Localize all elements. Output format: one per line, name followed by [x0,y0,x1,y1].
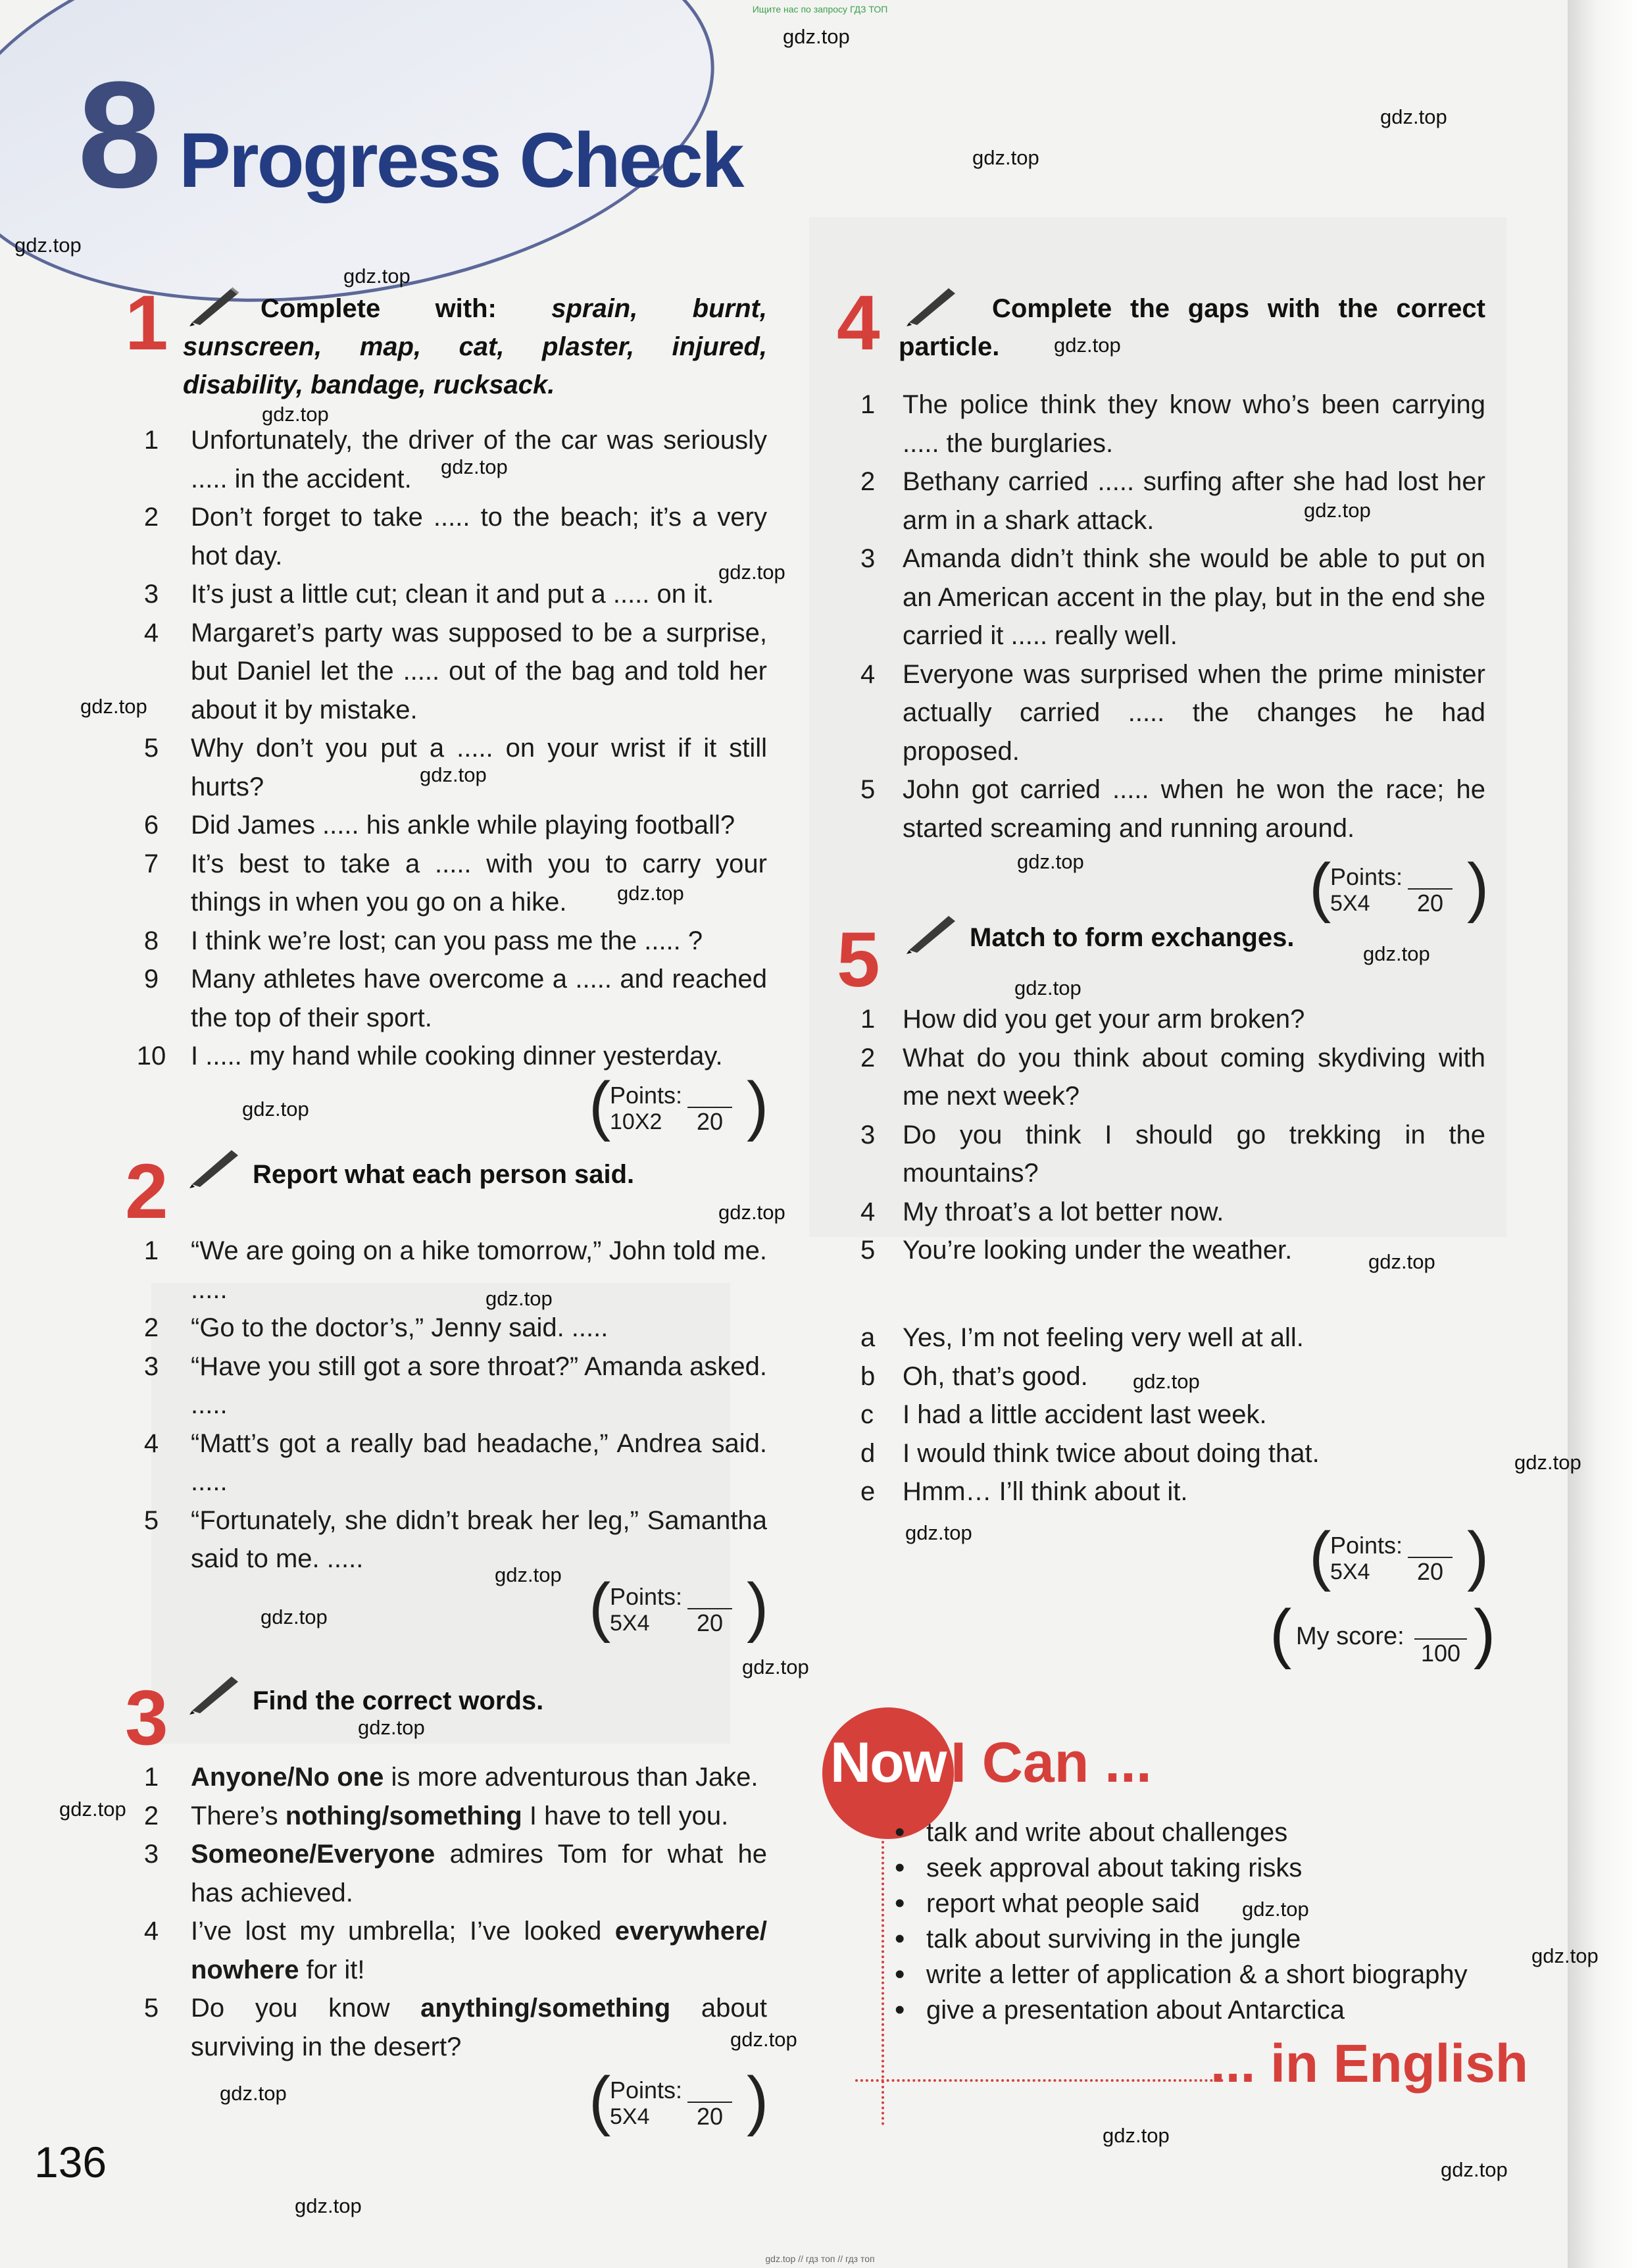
watermark: gdz.top [905,1521,972,1544]
watermark: gdz.top [1531,1944,1599,1967]
paren-left: ( [589,2063,611,2137]
exercise-instruction: Report what each person said. [253,1160,635,1189]
list-item: 3 “Have you still got a sore throat?” Amanda asked. ..... [143,1351,768,1419]
list-item: 4 I’ve lost my umbrella; I’ve looked everywhere/ nowhere for it! [143,1917,767,1984]
paren-left: ( [1270,1596,1292,1670]
list-item: 10 I ..... my hand while cooking dinner yesterday. [136,1042,723,1071]
watermark: gdz.top [1368,1250,1435,1273]
watermark: gdz.top [617,882,684,905]
paren-left: ( [1309,850,1331,924]
watermark: gdz.top [261,1605,328,1628]
points-total: 20 [687,1608,732,1637]
page-number: 136 [34,2138,107,2186]
watermark: gdz.top [295,2194,362,2217]
list-item: 3 Do you think I should go trekking in the mountains? [860,1120,1485,1188]
paren-left: ( [589,1069,611,1142]
list-item: • talk and write about challenges [887,1815,1492,1850]
paren-right: ) [747,1069,769,1142]
list-item: e Hmm… I’ll think about it. [860,1477,1188,1506]
watermark: gdz.top [485,1287,553,1310]
points-box [589,1069,769,1142]
list-item: 4 “Matt’s got a really bad headache,” Andrea said. ..... [143,1428,767,1496]
watermark: gdz.top [1304,499,1371,522]
exercise-number: 2 [125,1148,168,1235]
list-item: • talk about surviving in the jungle [887,1921,1492,1957]
watermark: gdz.top [1514,1451,1581,1474]
watermark: gdz.top [14,234,82,257]
list-item: 1 The police think they know who’s been carrying ..... the burglaries. [860,390,1485,458]
points-label: Points: [610,2077,683,2104]
points-box [1309,1519,1489,1592]
exercise-instruction: Find the correct words. [253,1686,544,1715]
list-item: 8 I think we’re lost; can you pass me the ..... ? [143,926,703,955]
my-score-box [1270,1596,1496,1670]
list-item: 2 “Go to the doctor’s,” Jenny said. ..... [143,1313,609,1342]
exercise-items [132,1232,767,1578]
instruction-lead: Complete with: [261,294,497,323]
points-multiplier: 5X4 [1330,1559,1370,1584]
list-item: 4 My throat’s a lot better now. [860,1197,1224,1226]
i-can-title: I Can ... [951,1731,1152,1794]
now-label: Now [830,1731,946,1794]
list-item: • report what people said [887,1886,1492,1921]
points-total: 20 [687,1107,732,1136]
pen-icon [903,909,962,955]
list-item: 1 Anyone/No one is more adventurous than Jake. [143,1763,758,1792]
points-label: Points: [1330,863,1403,890]
watermark: gdz.top [783,25,850,48]
watermark: gdz.top [1133,1370,1200,1393]
list-item: 2 What do you think about coming skydiving with me next week? [860,1043,1485,1111]
list-item: 9 Many athletes have overcome a ..... and reached the top of their sport. [143,965,767,1032]
paren-left: ( [1309,1519,1331,1592]
watermark: gdz.top [420,763,487,786]
watermark: gdz.top [1380,105,1447,128]
pen-icon [186,1144,245,1190]
watermark: gdz.top [495,1563,562,1586]
points-label: Points: [1330,1532,1403,1559]
dotted-divider-horizontal [855,2079,1224,2082]
exercise-items [132,1758,767,2066]
list-item: 5 Why don’t you put a ..... on your wrist if it still hurts? [143,734,767,801]
list-item: 1 “We are going on a hike tomorrow,” John told me. ..... [143,1236,767,1304]
points-total: 20 [687,2102,732,2130]
points-box [589,1570,769,1644]
points-label: Points: [610,1082,683,1109]
watermark: gdz.top [358,1716,425,1739]
my-score-total: 100 [1414,1638,1467,1667]
list-item: 7 It’s best to take a ..... with you to carry your things in when you go on a hike. [143,849,767,917]
watermark: gdz.top [59,1798,126,1821]
watermark: gdz.top [80,695,147,718]
list-item: 5 “Fortunately, she didn’t break her leg,” Samantha said to me. ..... [143,1505,767,1573]
points-multiplier: 5X4 [610,2104,650,2129]
list-item: 2 There’s nothing/something I have to tell you. [143,1801,729,1830]
exercise-instruction: Complete the gaps with the correct particle. [899,294,1485,361]
points-total: 20 [1408,888,1453,917]
exercise-number: 4 [837,280,880,366]
list-item: 4 Margaret’s party was supposed to be a surprise, but Daniel let the ..... out of the bag and told her about it by mistake. [143,618,767,724]
list-item: 3 Amanda didn’t think she would be able to put on an American accent in the play, but in the end she carried it ..... really well. [860,544,1485,650]
list-item: 1 Unfortunately, the driver of the car was seriously ..... in the accident. [143,426,767,493]
points-multiplier: 10X2 [610,1109,662,1134]
paren-left: ( [589,1570,611,1644]
watermark: gdz.top [220,2082,287,2105]
page-title: Progress Check [179,117,743,204]
exercise-number: 5 [837,917,880,1003]
unit-number: 8 [78,50,162,219]
watermark: gdz.top [718,1201,785,1224]
watermark: gdz.top [742,1655,809,1678]
list-item: 5 You’re looking under the weather. [860,1236,1293,1265]
paren-right: ) [1467,1519,1489,1592]
exercise-items [860,386,1485,847]
watermark: gdz.top [1363,942,1430,965]
list-item: • give a presentation about Antarctica [887,1992,1492,2028]
list-item: a Yes, I’m not feeling very well at all. [860,1323,1304,1352]
list-item: • seek approval about taking risks [887,1850,1492,1886]
watermark: gdz.top [1014,976,1081,999]
watermark: gdz.top [343,265,410,288]
points-box [1309,850,1489,924]
exercise-items [860,1000,1485,1270]
list-item: 2 Don’t forget to take ..... to the beach; it’s a very hot day. [143,503,767,570]
watermark: gdz.top [242,1097,309,1121]
bottom-note: gdz.top // гдз топ // гдз топ [765,2254,875,2264]
watermark: gdz.top [1103,2124,1170,2147]
word-bank: sprain, burnt, sunscreen, map, cat, plaster, injured, disability, bandage, rucksack. [183,294,767,399]
watermark: gdz.top [730,2028,797,2051]
list-item: d I would think twice about doing that. [860,1438,1320,1468]
list-item: 5 John got carried ..... when he won the race; he started screaming and running around. [860,775,1485,843]
my-score-label: My score: [1296,1623,1404,1650]
list-item: 5 Do you know anything/something about surviving in the desert? [143,1994,767,2061]
answer-options [860,1319,1485,1511]
exercise-items [132,421,767,1076]
watermark: gdz.top [1017,850,1084,873]
watermark: gdz.top [972,146,1039,169]
top-note: Ищите нас по запросу ГДЗ ТОП [752,4,888,14]
paren-right: ) [747,2063,769,2137]
page-edge-shadow [1568,0,1640,2268]
points-multiplier: 5X4 [610,1611,650,1636]
list-item: 3 Someone/Everyone admires Tom for what he has achieved. [143,1840,767,1907]
watermark: gdz.top [1054,334,1121,357]
watermark: gdz.top [1242,1898,1309,1921]
list-item: b Oh, that’s good. [860,1361,1088,1391]
points-box [589,2063,769,2137]
exercise-instruction: Match to form exchanges. [970,923,1295,952]
watermark: gdz.top [718,561,785,584]
watermark: gdz.top [262,403,329,426]
dotted-divider-vertical [882,1836,884,2125]
exercise-number: 1 [125,280,168,366]
list-item: c I had a little accident last week. [860,1400,1267,1429]
list-item: • write a letter of application & a short biography [887,1957,1492,1992]
pen-icon [186,1670,245,1716]
points-label: Points: [610,1583,683,1610]
list-item: 4 Everyone was surprised when the prime minister actually carried ..... the changes he had proposed. [860,659,1485,766]
list-item: 3 It’s just a little cut; clean it and put a ..... on it. [143,580,714,609]
watermark: gdz.top [441,455,508,478]
list-item: 6 Did James ..... his ankle while playing football? [143,811,735,840]
can-do-list [887,1815,1492,2028]
exercise-instruction [183,290,767,404]
watermark: gdz.top [1441,2158,1508,2181]
points-multiplier: 5X4 [1330,891,1370,916]
in-english-footer: ... in English [1210,2034,1528,2094]
list-item: 2 Bethany carried ..... surfing after she had lost her arm in a shark attack. [860,467,1485,535]
paren-right: ) [1467,850,1489,924]
paren-right: ) [747,1570,769,1644]
list-item: 1 How did you get your arm broken? [860,1005,1305,1034]
points-total: 20 [1408,1557,1453,1586]
paren-right: ) [1474,1596,1496,1670]
exercise-number: 3 [125,1675,168,1761]
